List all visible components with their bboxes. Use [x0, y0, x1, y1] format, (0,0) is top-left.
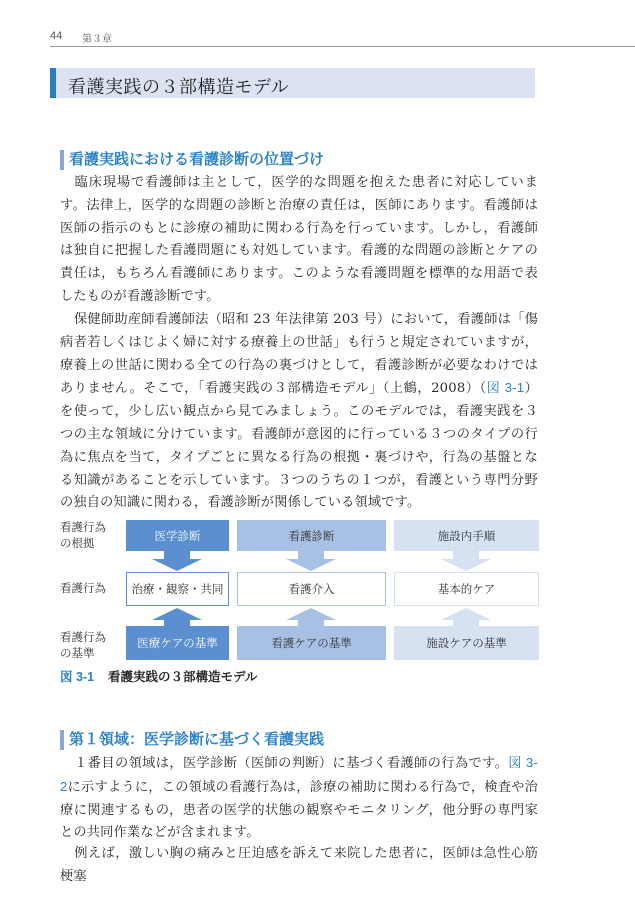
row-label-standard: 看護行為の基準: [60, 632, 106, 660]
box-facility-procedure: 施設内手順: [394, 520, 539, 551]
chapter-title: 看護実践の３部構造モデル: [68, 77, 290, 97]
figure-caption: [60, 667, 257, 685]
box-nursing-care-standard: 看護ケアの基準: [237, 626, 386, 660]
arrow-up-icon: [152, 608, 202, 620]
paragraph-1: 臨床現場で看護師は主として，医学的な問題を抱えた患者に対応しています。法律上，医学的な問題の診断と治療の責任は，医師にあります。看護師は医師の指示のもとに診療の補助に関わる行為を行っています。しかし，看護師は独自に把握した看護問題にも対処しています。看護的な問題の診断とケアの責任は，もちろん看護師にあります。このような看護問題を標準的な用語で表したものが看護診断です。: [60, 175, 538, 304]
row-label-action: 看護行為: [60, 583, 106, 595]
figure-caption-text: 看護実践の３部構造モデル: [108, 670, 258, 684]
section-heading-2: 第１領域：医学診断に基づく看護実践: [60, 730, 324, 750]
paragraph-3: １番目の領域は，医学診断（医師の判断）に基づく看護師の行為です。図 3-2に示すように，この領域の看護行為は，診療の補助に関わる行為で，検査や治療に関連するもの，患者の医学的状態の観察やモニタリング，他分野の専門家との共同作業などが含まれます。: [60, 755, 538, 841]
arrow-down-icon: [298, 551, 324, 559]
box-medical-diagnosis: 医学診断: [126, 520, 229, 551]
box-basic-care: 基本的ケア: [394, 572, 539, 606]
arrow-down-icon: [164, 551, 190, 559]
box-medical-care-standard: 医療ケアの基準: [126, 626, 229, 660]
box-facility-care-standard: 施設ケアの基準: [394, 626, 539, 660]
box-treatment-observation: 治療・観察・共同: [126, 572, 229, 606]
page-number: 44: [50, 30, 63, 42]
figure-reference-link[interactable]: 図 3-1: [486, 380, 525, 396]
chapter-label: 第３章: [82, 34, 112, 45]
figure-reference-link[interactable]: 図 3-2: [60, 755, 538, 794]
chapter-title-band: [50, 68, 535, 98]
figure-3-1-diagram: [60, 518, 540, 666]
paragraph-4: 例えば，激しい胸の痛みと圧迫感を訴えて来院した患者に，医師は急性心筋梗塞: [60, 846, 538, 884]
section-heading-1: 看護実践における看護診断の位置づけ: [60, 150, 324, 170]
arrow-down-icon: [286, 559, 336, 571]
arrow-down-icon: [152, 559, 202, 571]
arrow-up-icon: [441, 608, 491, 620]
running-header: [50, 30, 635, 47]
row-label-basis: 看護行為の根拠: [60, 522, 106, 550]
paragraph-2: 保健師助産師看護師法（昭和 23 年法律第 203 号）において，看護師は「傷病者若しくはじよく婦に対する療養上の世話」も行うと規定されていますが，療養上の世話に関わる全ての行為の裏づけとして，看護診断が必要なわけではありません。そこで，「看護実践の３部構造モデル」（上鶴，2008）（図 3-1）を使って，少し広い観点から見てみましょう。このモデルでは，看護実践を３つの主な領域に分けています。看護師が意図的に行っている３つのタイプの行為に焦点を当て，タイプごとに異なる行為の根拠・裏づけや，行為の基盤となる知識があることを示しています。３つのうちの１つが，看護という専門分野の独自の知識に関わる，看護診断が関係している領域です。: [60, 312, 538, 511]
box-nursing-diagnosis: 看護診断: [237, 520, 386, 551]
figure-number: 図 3-1: [60, 670, 95, 684]
arrow-down-icon: [441, 559, 491, 571]
box-nursing-intervention: 看護介入: [237, 572, 386, 606]
arrow-up-icon: [286, 608, 336, 620]
arrow-down-icon: [453, 551, 479, 559]
